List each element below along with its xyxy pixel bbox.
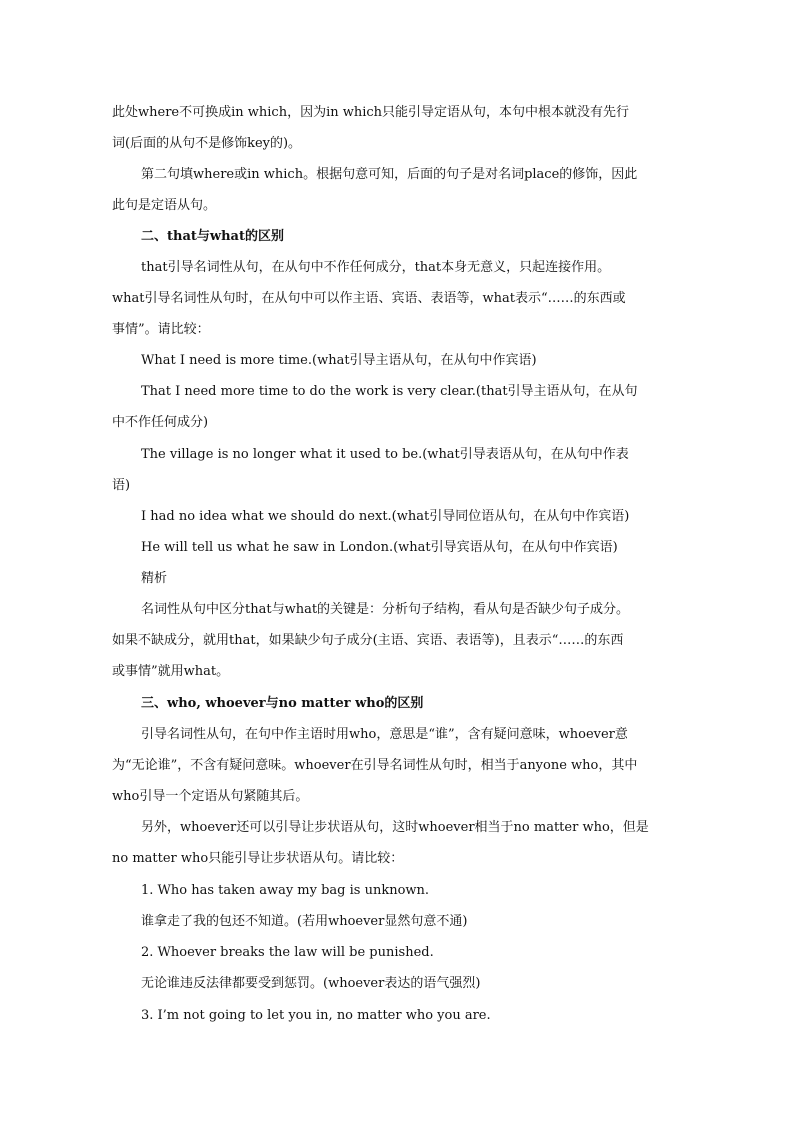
example-sentence-continued: 语) [112,478,131,493]
example-translation: 无论谁违反法律都要受到惩罚。(whoever表达的语气强烈) [141,976,481,991]
example-sentence: The village is no longer what it used to be.(what引导表语从句，在从句中作表 [141,447,629,462]
paragraph-line: 为“无论谁”，不含有疑问意味。whoever在引导名词性从句时，相当于anyone who，其中 [112,758,638,773]
paragraph-line: 另外，whoever还可以引导让步状语从句，这时whoever相当于no matter who，但是 [141,820,649,835]
paragraph-line: that引导名词性从句，在从句中不作任何成分，that本身无意义，只起连接作用。 [141,260,611,275]
paragraph-line: 事情”。请比较： [112,322,210,337]
paragraph-line: what引导名词性从句时，在从句中可以作主语、宾语、表语等，what表示“……的东西或 [112,291,626,306]
example-sentence: 1. Who has taken away my bag is unknown. [141,883,430,898]
example-sentence: He will tell us what he saw in London.(what引导宾语从句，在从句中作宾语) [141,540,618,555]
section-heading-that-what: 二、that与what的区别 [141,229,284,244]
example-sentence: I had no idea what we should do next.(what引导同位语从句，在从句中作宾语) [141,509,630,524]
example-sentence: 3. I’m not going to let you in, no matter who you are. [141,1008,491,1023]
example-translation: 谁拿走了我的包还不知道。(若用whoever显然句意不通) [141,914,468,929]
analysis-label: 精析 [141,571,168,586]
example-sentence-continued: 中不作任何成分) [112,415,209,430]
section-heading-who-whoever: 三、who, whoever与no matter who的区别 [141,696,424,711]
paragraph-line: 此句是定语从句。 [112,198,217,213]
paragraph-line: 引导名词性从句，在句中作主语时用who，意思是“谁”，含有疑问意味，whoever意 [141,727,628,742]
example-sentence: That I need more time to do the work is very clear.(that引导主语从句，在从句 [141,384,638,399]
paragraph-line: no matter who只能引导让步状语从句。请比较： [112,851,404,866]
paragraph-line: 名词性从句中区分that与what的关键是：分析句子结构，看从句是否缺少句子成分。 [141,602,630,617]
example-sentence: 2. Whoever breaks the law will be punished. [141,945,434,960]
paragraph-line: 此处where不可换成in which，因为in which只能引导定语从句，本句中根本就没有先行 [112,105,630,120]
paragraph-line: 如果不缺成分，就用that，如果缺少句子成分(主语、宾语、表语等)，且表示“……的东西 [112,633,624,648]
paragraph-line: who引导一个定语从句紧随其后。 [112,789,309,804]
paragraph-line: 第二句填where或in which。根据句意可知，后面的句子是对名词place的修饰，因此 [141,167,638,182]
paragraph-line: 词(后面的从句不是修饰key的)。 [112,136,302,151]
example-sentence: What I need is more time.(what引导主语从句，在从句中作宾语) [141,353,537,368]
paragraph-line: 或事情”就用what。 [112,664,230,679]
